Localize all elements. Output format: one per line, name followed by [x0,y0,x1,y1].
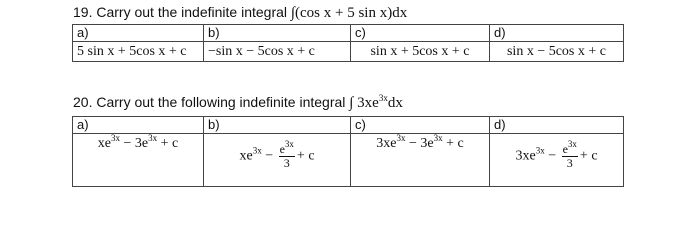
q19-option-d-answer[interactable]: sin x − 5cos x + c [490,42,624,62]
q20-option-d-answer[interactable]: $3xe^{3x}$ − $\frac{e^{3x}}{3}$ + c [490,134,624,187]
q19-option-a-label: a) [73,25,204,42]
question-20-prompt: 20. Carry out the following indefinite integral [73,94,346,110]
question-19-options-table [72,24,624,62]
fraction: $\frac{e^{3x}}{3}$ [279,139,294,170]
question-19 [73,4,407,22]
q19-option-a-answer[interactable]: 5 sin x + 5cos x + c [73,42,204,62]
question-19-integral: ∫(cos x + 5 sin x)dx [290,5,408,21]
q19-option-c-label: c) [351,25,490,42]
q19-option-c-answer[interactable]: sin x + 5cos x + c [351,42,490,62]
q20-option-a-label: a) [73,117,204,134]
q20-option-a-answer[interactable]: $xe^{3x} - 3e^{3x} + c$ [73,134,204,187]
question-20-integral: ∫ $3xe^{3x}dx$ [349,93,403,111]
q20-option-c-label: c) [351,117,490,134]
question-20 [73,94,403,112]
q19-option-b-answer[interactable]: −sin x − 5cos x + c [204,42,351,62]
fraction: $\frac{e^{3x}}{3}$ [562,139,577,170]
q20-option-c-answer[interactable]: $3xe^{3x} - 3e^{3x} + c$ [351,134,490,187]
q19-option-d-label: d) [490,25,624,42]
question-20-options-table [72,116,624,187]
q19-option-b-label: b) [204,25,351,42]
q20-option-b-label: b) [204,117,351,134]
q20-option-b-answer[interactable]: $xe^{3x}$ − $\frac{e^{3x}}{3}$ + c [204,134,351,187]
question-19-prompt: 19. Carry out the indefinite integral [73,4,288,20]
q20-option-d-label: d) [490,117,624,134]
